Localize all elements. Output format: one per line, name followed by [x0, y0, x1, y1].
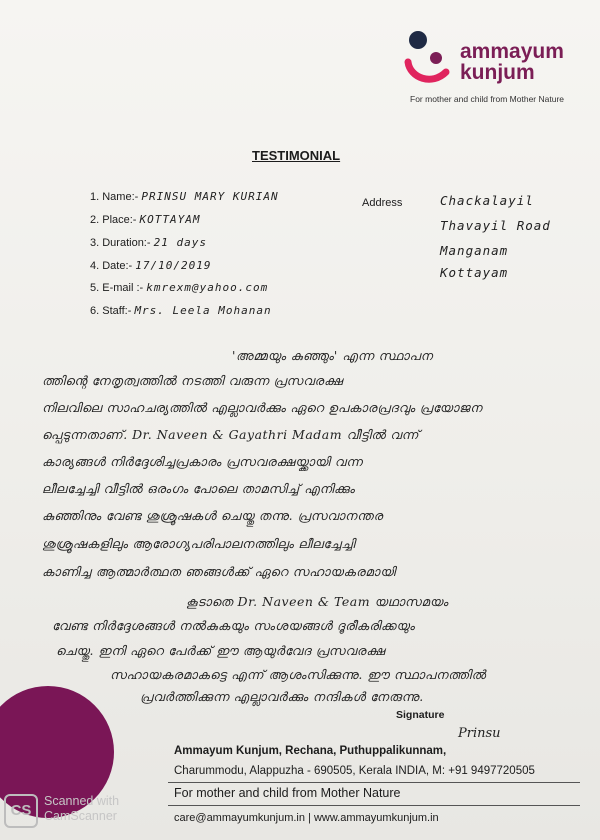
camscanner-icon: CS: [4, 794, 38, 828]
testimonial-line: ത്തിന്റെ നേതൃത്വത്തിൽ നടത്തി വരുന്ന പ്രസവരക്ഷ: [42, 373, 343, 388]
testimonial-line: സഹായകരമാകട്ടെ എന്ന് ആശംസിക്കുന്നു. ഈ സ്ഥാപനത്തിൽ: [110, 667, 486, 682]
page-title: TESTIMONIAL: [252, 148, 341, 163]
field-label: 5. E-mail :-: [90, 282, 144, 294]
field-label: 3. Duration:-: [90, 237, 151, 249]
testimonial-line: നിലവിലെ സാഹചര്യത്തിൽ എല്ലാവർക്കും ഏറെ ഉപകാരപ്രദവും പ്രയോജന: [42, 400, 483, 415]
footer-tagline: For mother and child from Mother Nature: [174, 786, 401, 800]
testimonial-line: കൂടാതെ Dr. Naveen & Team യഥാസമയം: [186, 594, 449, 609]
signature: Prinsu: [458, 726, 501, 741]
field-email: [90, 281, 268, 294]
field-value: kmrexm@yahoo.com: [146, 281, 269, 294]
field-duration: [90, 236, 207, 249]
footer-contact: care@ammayumkunjum.in | www.ammayumkunjum.in: [174, 812, 439, 824]
brand-name: [460, 41, 564, 83]
field-name: [90, 190, 279, 203]
testimonial-line: പ്പെടുന്നതാണ്. Dr. Naveen & Gayathri Madam വീട്ടിൽ വന്ന്: [42, 427, 420, 442]
testimonial-line: വേണ്ട നിർദ്ദേശങ്ങൾ നൽകുകയും സംശയങ്ങൾ ദൂരീകരിക്കയും: [52, 618, 415, 633]
field-label: 6. Staff:-: [90, 305, 132, 317]
footer-address-line2: Charummodu, Alappuzha - 690505, Kerala INDIA, M: +91 9497720505: [174, 765, 535, 777]
testimonial-line: കുഞ്ഞിനും വേണ്ട ശുശ്രൂഷകൾ ചെയ്തു തന്നു. പ്രസവാനന്തര: [42, 508, 383, 523]
brand-logo: [404, 28, 594, 108]
signature-label: Signature: [396, 709, 445, 721]
field-value: 21 days: [153, 236, 207, 249]
testimonial-line: 'അമ്മയും കുഞ്ഞും' എന്ന സ്ഥാപന: [232, 348, 433, 363]
camscanner-watermark: [4, 790, 184, 836]
footer-address-text: Ammayum Kunjum, Rechana, Puthuppalikunnam,: [174, 745, 447, 757]
mother-child-logo-icon: [404, 28, 452, 88]
testimonial-line: കാര്യങ്ങൾ നിർദ്ദേശിച്ചപ്രകാരം പ്രസവരക്ഷയ്ക്കായി വന്ന: [42, 454, 363, 469]
footer-address-line1: [174, 745, 446, 757]
testimonial-line: ലീലച്ചേച്ചി വീട്ടിൽ ഒരംഗം പോലെ താമസിച്ച് എനിക്കും: [42, 481, 355, 496]
field-value: 17/10/2019: [135, 259, 212, 272]
camscanner-text: [44, 794, 119, 824]
field-label: 1. Name:-: [90, 191, 139, 203]
address-line: Kottayam: [440, 265, 509, 280]
address-line: Chackalayil: [440, 193, 534, 208]
watermark-line: CamScanner: [44, 809, 117, 823]
testimonial-line: ശുശ്രൂഷകളിലും ആരോഗ്യപരിപാലനത്തിലും ലീലച്ചേച്ചി: [42, 536, 356, 551]
brand-tagline: For mother and child from Mother Nature: [410, 94, 565, 104]
testimonial-line: പ്രവർത്തിക്കുന്ന എല്ലാവർക്കും നന്ദികൾ നേരുന്നു.: [140, 689, 424, 704]
testimonial-line: കാണിച്ച ആത്മാർത്ഥത ഞങ്ങൾക്ക് ഏറെ സഹായകരമായി: [42, 564, 396, 579]
footer-divider: [168, 782, 580, 783]
field-value: PRINSU MARY KURIAN: [141, 190, 279, 203]
field-staff: [90, 304, 272, 317]
address-line: Thavayil Road: [440, 218, 551, 233]
field-date: [90, 259, 211, 272]
field-label: 4. Date:-: [90, 260, 133, 272]
address-line: Manganam: [440, 243, 509, 258]
footer-divider: [168, 805, 580, 806]
brand-name-line1: ammayum: [460, 40, 564, 63]
brand-name-line2: kunjum: [460, 61, 535, 84]
field-value: Mrs. Leela Mohanan: [134, 304, 272, 317]
watermark-line: Scanned with: [44, 794, 120, 808]
field-place: [90, 213, 201, 226]
field-value: KOTTAYAM: [139, 213, 201, 226]
address-label: Address: [362, 197, 403, 209]
field-label: 2. Place:-: [90, 214, 137, 226]
testimonial-line: ചെയ്തു. ഇനി ഏറെ പേർക്ക് ഈ ആയുർവേദ പ്രസവരക്ഷ: [56, 643, 386, 658]
